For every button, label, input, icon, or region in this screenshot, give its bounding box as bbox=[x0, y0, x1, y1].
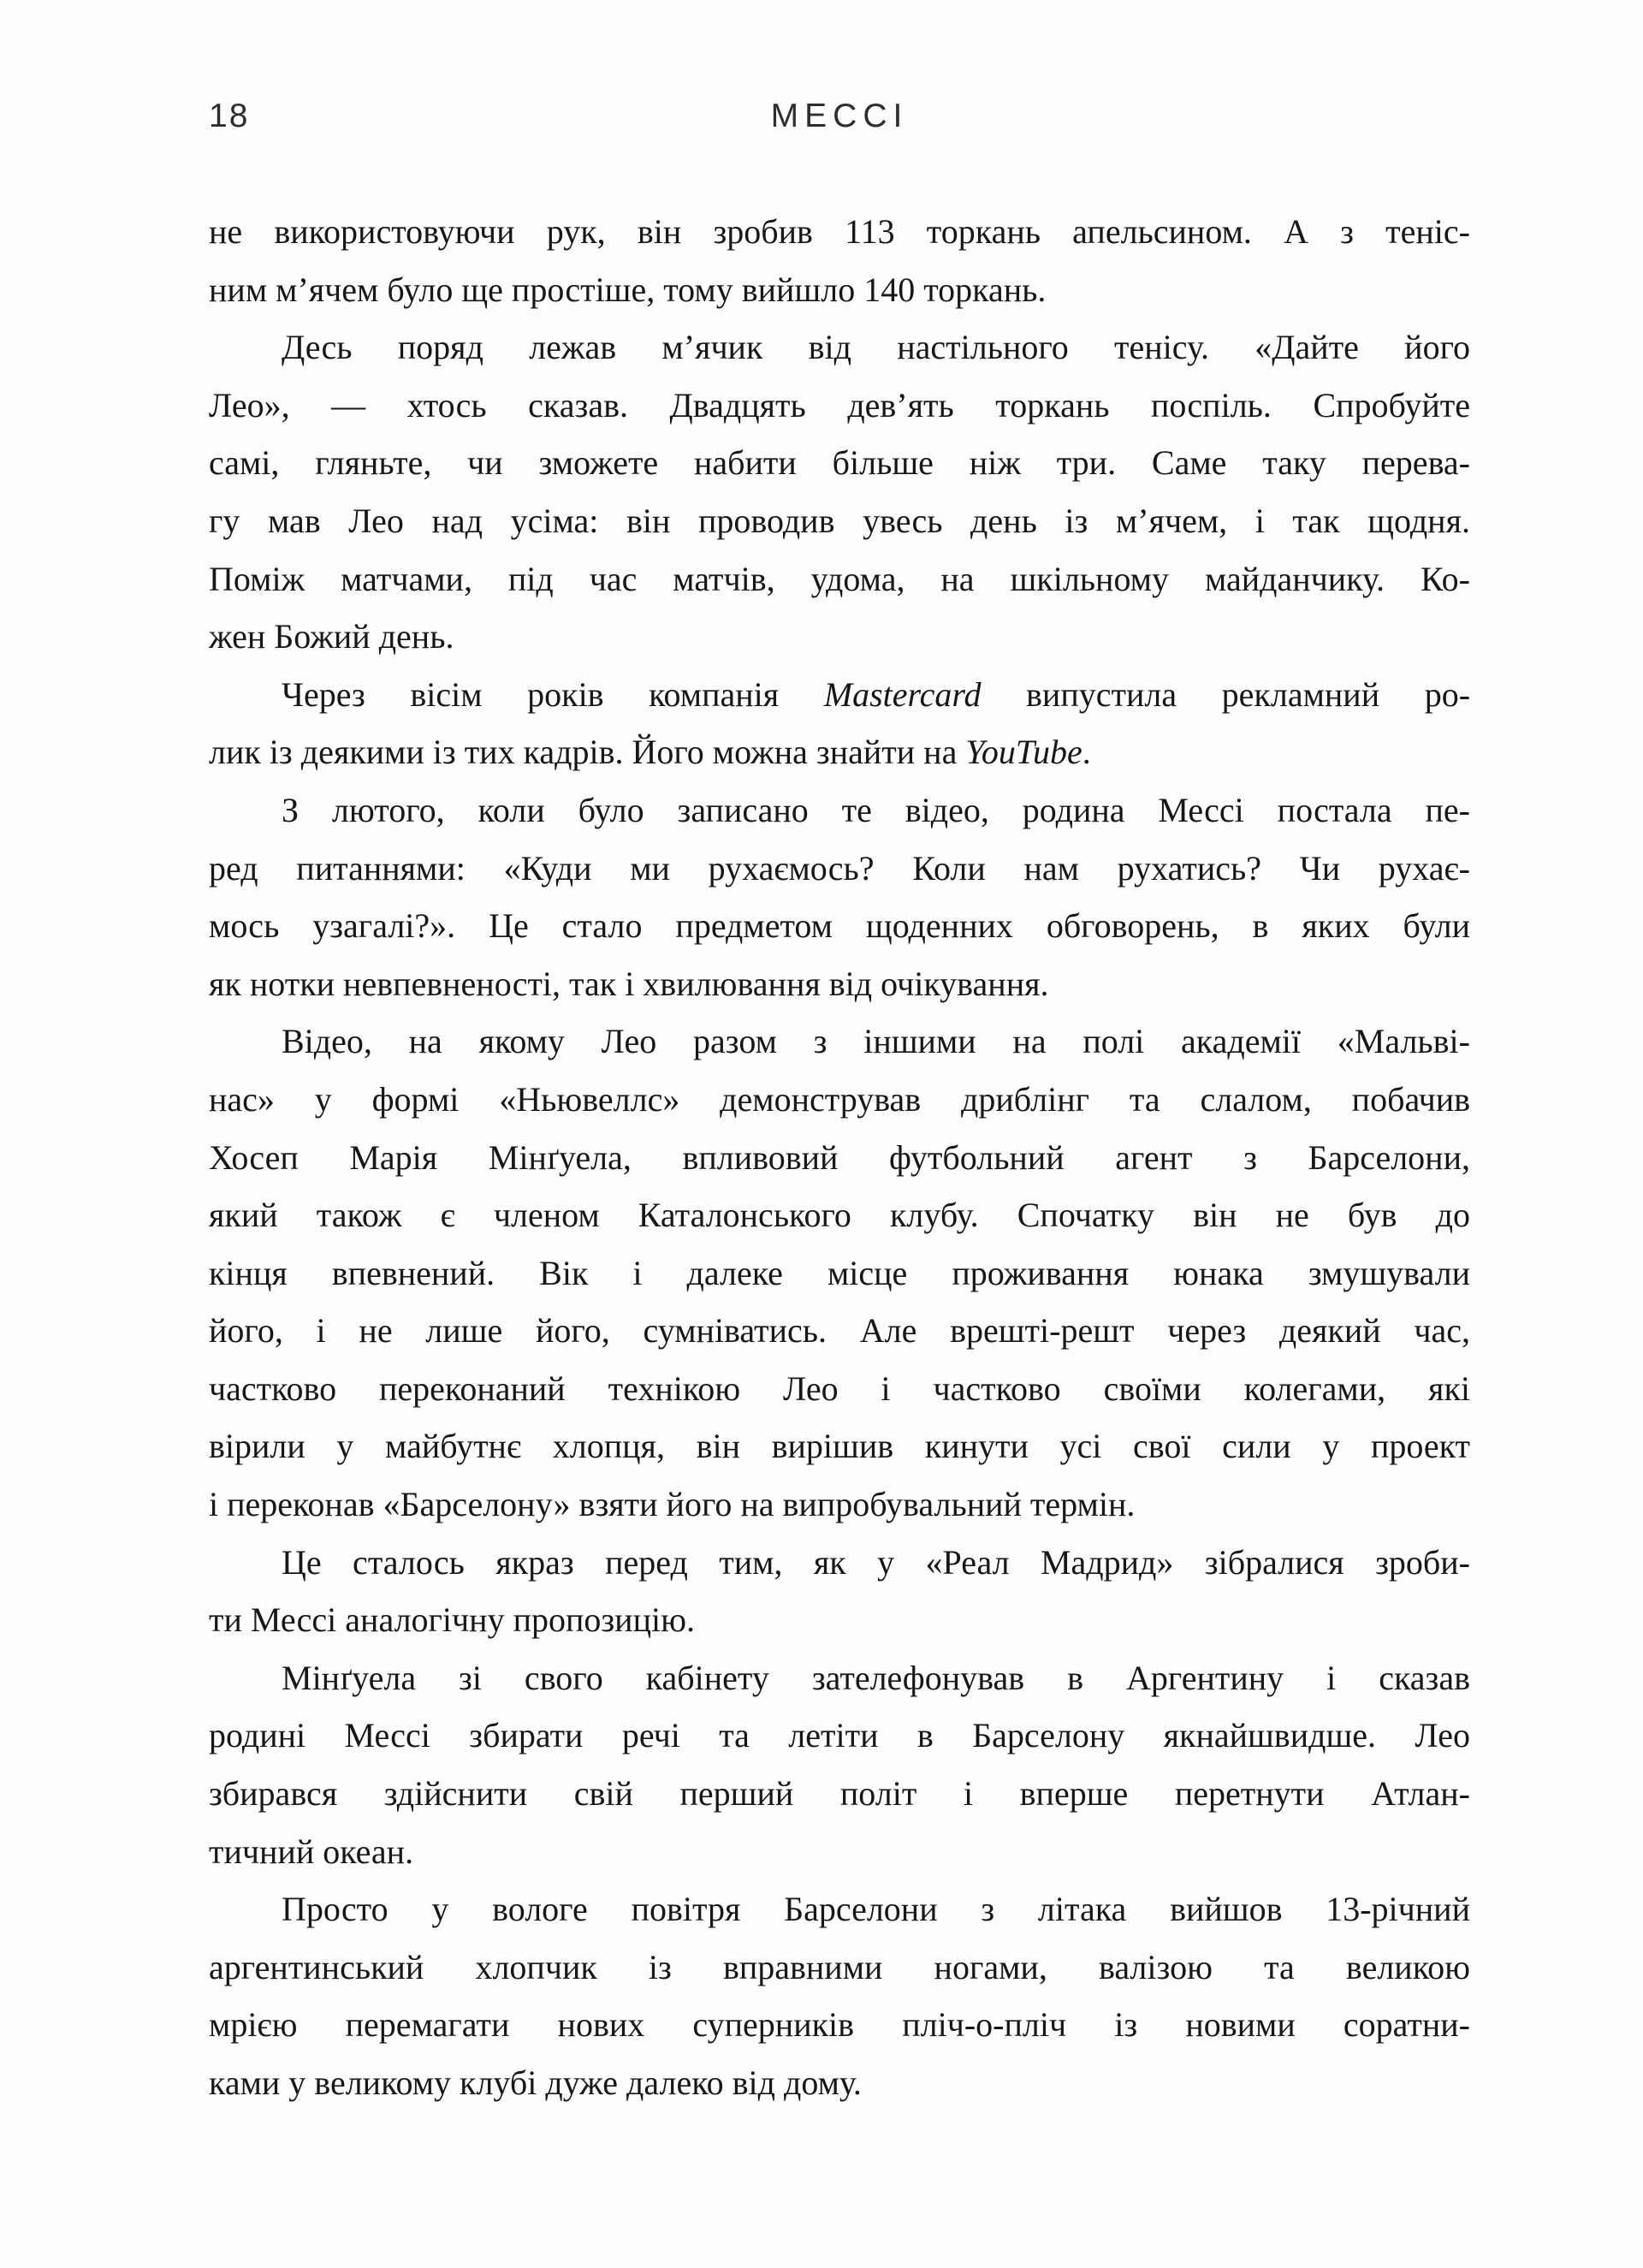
text-line bbox=[209, 1360, 1470, 1418]
text-segment: ти Мессі аналогічну пропозицію. bbox=[209, 1600, 695, 1640]
text-line bbox=[209, 1823, 1470, 1881]
text-segment: Просто у вологе повітря Барселони з літака вийшов 13-річний bbox=[282, 1890, 1470, 1929]
text-segment: гу мав Лео над усіма: він проводив увесь день із м’ячем, і так щодня. bbox=[209, 501, 1470, 540]
text-segment: мрією перемагати нових суперників пліч-о-пліч із новими соратни- bbox=[209, 2005, 1470, 2045]
text-segment: і переконав «Барселону» взяти його на випробувальний термін. bbox=[209, 1485, 1136, 1524]
text-segment: Поміж матчами, під час матчів, удома, на шкільному майданчику. Ко- bbox=[209, 559, 1470, 598]
text-segment: самі, гляньте, чи зможете набити більше ніж три. Саме таку перева- bbox=[209, 443, 1470, 483]
text-line bbox=[209, 723, 1470, 781]
text-segment: Лео», — хтось сказав. Двадцять дев’ять торкань поспіль. Спробуйте bbox=[209, 385, 1470, 425]
text-segment: не використовуючи рук, він зробив 113 торкань апельсином. А з теніс- bbox=[209, 212, 1470, 251]
text-line bbox=[209, 550, 1470, 609]
text-segment: тичний океан. bbox=[209, 1832, 414, 1871]
text-line bbox=[209, 608, 1470, 666]
text-line bbox=[209, 1129, 1470, 1187]
text-segment: мось узагалі?». Це стало предметом щоденних обговорень, в яких були bbox=[209, 906, 1470, 946]
text-segment: жен Божий день. bbox=[209, 617, 454, 656]
text-line bbox=[209, 666, 1470, 724]
text-segment: ред питаннями: «Куди ми рухаємось? Коли нам рухатись? Чи рухає- bbox=[209, 848, 1470, 888]
text-segment: Десь поряд лежав м’ячик від настільного тенісу. «Дайте його bbox=[282, 328, 1470, 367]
italic-text: Mastercard bbox=[823, 674, 982, 714]
text-line bbox=[209, 1707, 1470, 1765]
text-line bbox=[209, 377, 1470, 435]
text-line bbox=[209, 261, 1470, 319]
text-segment: ками у великому клубі дуже далеко від дому. bbox=[209, 2063, 862, 2102]
text-line bbox=[209, 1938, 1470, 1997]
text-line bbox=[209, 2054, 1470, 2112]
text-line bbox=[209, 203, 1470, 261]
text-segment: Через вісім років компанія bbox=[282, 674, 824, 714]
text-line bbox=[209, 1186, 1470, 1244]
text-line bbox=[209, 781, 1470, 840]
text-segment: З лютого, коли було записано те відео, родина Мессі постала пе- bbox=[282, 790, 1470, 829]
text-segment: нас» у формі «Ньювеллс» демонстрував дриблінг та слалом, побачив bbox=[209, 1079, 1470, 1119]
text-line bbox=[209, 492, 1470, 550]
text-segment: родині Мессі збирати речі та летіти в Барселону якнайшвидше. Лео bbox=[209, 1716, 1470, 1755]
text-line bbox=[209, 1244, 1470, 1303]
text-segment: його, і не лише його, сумніватись. Але врешті-решт через деякий час, bbox=[209, 1311, 1470, 1351]
text-segment: частково переконаний технікою Лео і частково своїми колегами, які bbox=[209, 1369, 1470, 1408]
text-line bbox=[209, 1996, 1470, 2054]
text-segment: . bbox=[1082, 733, 1091, 772]
text-line bbox=[209, 840, 1470, 898]
text-segment: кінця впевнений. Вік і далеке місце проживання юнака змушували bbox=[209, 1253, 1470, 1292]
text-line bbox=[209, 1417, 1470, 1475]
text-segment: Мінґуела зі свого кабінету зателефонував в Аргентину і сказав bbox=[282, 1658, 1470, 1697]
page-number: 18 bbox=[209, 98, 250, 134]
text-segment: лик із деякими із тих кадрів. Його можна знайти на bbox=[209, 733, 966, 772]
text-segment: ним м’ячем було ще простіше, тому вийшло 140 торкань. bbox=[209, 270, 1047, 309]
page-header bbox=[209, 96, 1470, 137]
text-segment: Відео, на якому Лео разом з іншими на полі академії «Мальві- bbox=[282, 1022, 1470, 1061]
text-segment: який також є членом Каталонського клубу. Спочатку він не був до bbox=[209, 1196, 1470, 1235]
text-segment: Це сталось якраз перед тим, як у «Реал Мадрид» зібралися зроби- bbox=[282, 1542, 1470, 1582]
italic-text: YouTube bbox=[965, 733, 1082, 772]
text-line bbox=[209, 955, 1470, 1013]
text-line bbox=[209, 1880, 1470, 1938]
text-line bbox=[209, 1649, 1470, 1707]
text-line bbox=[209, 434, 1470, 492]
text-line bbox=[209, 897, 1470, 955]
text-segment: аргентинський хлопчик із вправними ногами, валізою та великою bbox=[209, 1947, 1470, 1986]
text-segment: випустила рекламний ро- bbox=[981, 674, 1471, 714]
text-line bbox=[209, 1765, 1470, 1823]
text-line bbox=[209, 1012, 1470, 1071]
text-line bbox=[209, 1534, 1470, 1592]
text-line bbox=[209, 1071, 1470, 1129]
text-segment: як нотки невпевненості, так і хвилювання від очікування. bbox=[209, 964, 1049, 1003]
text-segment: збирався здійснити свій перший політ і вперше перетнути Атлан- bbox=[209, 1774, 1470, 1814]
running-head-title: МЕССІ bbox=[770, 98, 909, 134]
text-line bbox=[209, 1591, 1470, 1649]
text-line bbox=[209, 1475, 1470, 1534]
text-segment: Хосеп Марія Мінґуела, впливовий футбольний агент з Барселони, bbox=[209, 1137, 1470, 1177]
text-segment: вірили у майбутнє хлопця, він вирішив кинути усі свої сили у проект bbox=[209, 1427, 1470, 1466]
text-block bbox=[209, 203, 1470, 2112]
text-line bbox=[209, 318, 1470, 377]
text-line bbox=[209, 1302, 1470, 1360]
